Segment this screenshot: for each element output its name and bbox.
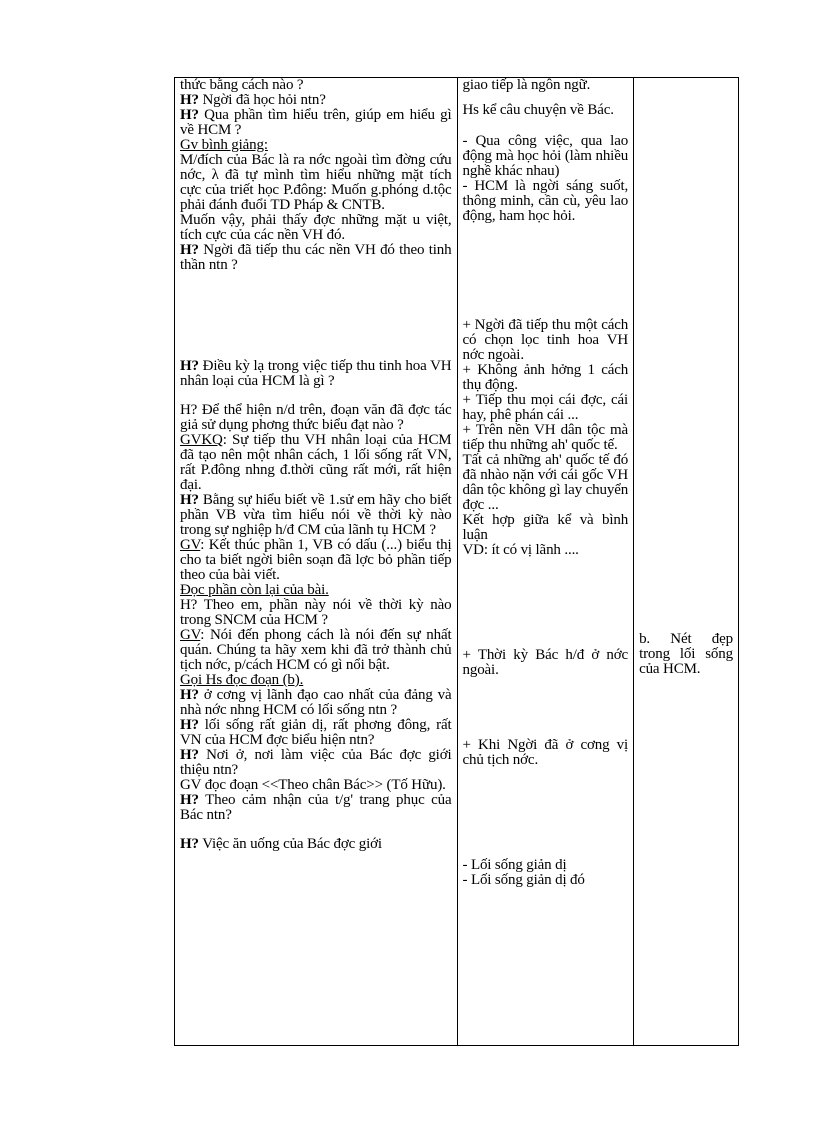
col2-paragraph [463, 873, 629, 888]
paragraph-text: Theo cảm nhận của t/g' trang phục của Bác ntn? [180, 792, 452, 823]
col1-paragraph [180, 153, 452, 213]
paragraph-text: H? Để thể hiện n/d trên, đoạn văn đã đợc tác giả sử dụng phơng thức biểu đạt nào ? [180, 402, 452, 433]
paragraph-text: GV đọc đoạn <<Theo chân Bác>> (Tố Hữu). [180, 777, 446, 793]
question-marker: H? [180, 747, 199, 763]
question-marker: H? [180, 836, 199, 852]
content-column [634, 78, 739, 1046]
col2-paragraph [463, 513, 629, 543]
col2-paragraph [463, 134, 629, 179]
paragraph-text: - Qua công việc, qua lao động mà học hỏi (làm nhiều nghề khác nhau) [462, 133, 629, 179]
col2-paragraph [463, 543, 629, 558]
paragraph-text: Muốn vậy, phải thấy đợc những mặt u việt, tích cực của các nền VH đó. [180, 212, 452, 243]
paragraph-text: ở cơng vị lãnh đạo cao nhất của đảng và nhà nớc nhng HCM có lối sống ntn ? [180, 687, 452, 718]
col1-paragraph [180, 243, 452, 273]
paragraph-text: giao tiếp là ngôn ngữ. [462, 77, 591, 93]
paragraph-text: thức bằng cách nào ? [180, 77, 304, 93]
paragraph-text: - Lối sống giản dị [462, 857, 567, 873]
col1-paragraph [180, 628, 452, 673]
col2-paragraph [463, 318, 629, 363]
underlined-label: GV [180, 537, 201, 553]
col3-paragraph [639, 632, 733, 677]
teacher-activity-column [175, 78, 458, 1046]
col1-paragraph [180, 718, 452, 748]
underlined-label: Gọi Hs đọc đoạn (b). [180, 672, 304, 688]
col1-paragraph [180, 403, 452, 433]
paragraph-text: M/đích của Bác là ra nớc ngoài tìm đờng cứu nớc, λ đã tự mình tìm hiểu những mặt tích cực của triết học P.đông: Muốn g.phóng d.tộc phải đánh đuổi TD Pháp & CNTB. [180, 152, 452, 213]
paragraph-text: Điều kỳ lạ trong việc tiếp thu tinh hoa VH nhân loại của HCM là gì ? [180, 358, 452, 389]
col2-paragraph [463, 103, 629, 118]
col2-paragraph [463, 179, 629, 224]
col1-paragraph [180, 493, 452, 538]
col1-paragraph [180, 93, 452, 108]
col2-paragraph [463, 78, 629, 93]
question-marker: H? [180, 687, 199, 703]
paragraph-text: + Tiếp thu mọi cái đợc, cái hay, phê phán cái ... [462, 392, 629, 423]
col1-paragraph [180, 598, 452, 628]
paragraph-text: Việc ăn uống của Bác đợc giới [198, 836, 382, 852]
col1-paragraph [180, 778, 452, 793]
col1-paragraph [180, 78, 452, 93]
question-marker: H? [180, 492, 199, 508]
question-marker: H? [180, 242, 199, 258]
paragraph-text: + Thời kỳ Bác h/đ ở nớc ngoài. [462, 647, 629, 678]
col2-paragraph [463, 393, 629, 423]
col2-paragraph [463, 453, 629, 513]
col2-paragraph [463, 648, 629, 678]
paragraph-text: + Trên nền VH dân tộc mà tiếp thu những ah' quốc tế. [462, 422, 629, 453]
underlined-label: Đọc phần còn lại của bài. [180, 582, 329, 598]
paragraph-text: Ngời đã tiếp thu các nền VH đó theo tinh thần ntn ? [180, 242, 452, 273]
col1-paragraph [180, 688, 452, 718]
paragraph-text: - Lối sống giản dị đó [462, 872, 585, 888]
paragraph-text: Tất cả những ah' quốc tế đó đã nhào nặn với cái gốc VH dân tộc không gì lay chuyển đợc ... [462, 452, 629, 513]
paragraph-text: : Nói đến phong cách là nói đến sự nhất quán. Chúng ta hãy xem khi đã trở thành chủ tịch nớc, p/cách HCM có gì nổi bật. [180, 627, 452, 673]
col1-paragraph [180, 433, 452, 493]
paragraph-text: Qua phần tìm hiểu trên, giúp em hiểu gì về HCM ? [180, 107, 452, 138]
question-marker: H? [180, 717, 199, 733]
col1-paragraph [180, 837, 452, 852]
question-marker: H? [180, 92, 199, 108]
col1-paragraph [180, 538, 452, 583]
paragraph-text: VD: ít có vị lãnh .... [462, 542, 579, 558]
col2-paragraph [463, 423, 629, 453]
col2-paragraph [463, 363, 629, 393]
paragraph-text: : Sự tiếp thu VH nhân loại của HCM đã tạo nên một nhân cách, 1 lối sống rất VN, rất P.đông nhng đ.thời cũng rất mới, rất hiện đại. [180, 432, 452, 493]
paragraph-text: - HCM là ngời sáng suốt, thông minh, cần cù, yêu lao động, ham học hỏi. [462, 178, 629, 224]
col1-paragraph [180, 793, 452, 823]
student-activity-column [457, 78, 634, 1046]
paragraph-text: Ngời đã học hỏi ntn? [198, 92, 326, 108]
paragraph-text: Bằng sự hiểu biết về 1.sử em hãy cho biết phần VB vừa tìm hiểu nói về thời kỳ nào trong sự nghiệp h/đ CM của lãnh tụ HCM ? [180, 492, 452, 538]
paragraph-text: Hs kể câu chuyện về Bác. [462, 102, 614, 118]
paragraph-text: H? Theo em, phần này nói về thời kỳ nào trong SNCM của HCM ? [180, 597, 452, 628]
paragraph-text: : Kết thúc phần 1, VB có dấu (...) biểu thị cho ta biết ngời biên soạn đã lợc bỏ phần tiếp theo của bài viết. [180, 537, 452, 583]
col2-paragraph [463, 738, 629, 768]
col2-paragraph [463, 858, 629, 873]
col1-paragraph [180, 138, 452, 153]
col1-paragraph [180, 673, 452, 688]
col1-paragraph [180, 583, 452, 598]
paragraph-text: + Khi Ngời đã ở cơng vị chủ tịch nớc. [462, 737, 629, 768]
underlined-label: GV [180, 627, 201, 643]
paragraph-text: lối sống rất giản dị, rất phơng đông, rất VN của HCM đợc biểu hiện ntn? [180, 717, 452, 748]
paragraph-text: + Không ảnh hởng 1 cách thụ động. [462, 362, 629, 393]
question-marker: H? [180, 792, 199, 808]
col1-paragraph [180, 359, 452, 389]
question-marker: H? [180, 358, 199, 374]
underlined-label: Gv bình giảng: [180, 137, 268, 153]
paragraph-text: Kết hợp giữa kể và bình luận [462, 512, 629, 543]
paragraph-text: + Ngời đã tiếp thu một cách có chọn lọc tinh hoa VH nớc ngoài. [462, 317, 629, 363]
underlined-label: GVKQ [180, 432, 223, 448]
col1-paragraph [180, 748, 452, 778]
table-row [175, 78, 739, 1046]
col1-paragraph [180, 213, 452, 243]
question-marker: H? [180, 107, 199, 123]
paragraph-text: Nơi ở, nơi làm việc của Bác đợc giới thiệu ntn? [180, 747, 452, 778]
lesson-table [174, 77, 739, 1046]
col1-paragraph [180, 108, 452, 138]
paragraph-text: b. Nét đẹp trong lối sống của HCM. [639, 631, 733, 677]
